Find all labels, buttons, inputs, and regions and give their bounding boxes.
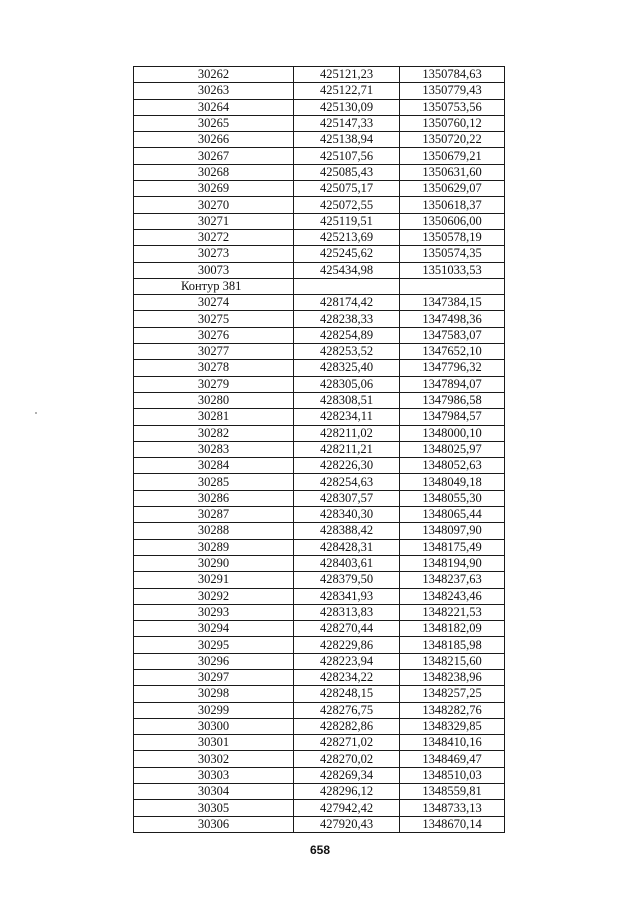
- table-row: [134, 115, 505, 131]
- y-coordinate-cell: 1347984,57: [400, 409, 505, 425]
- point-number-cell: 30290: [134, 555, 294, 571]
- table-row: [134, 604, 505, 620]
- section-label: Контур 381: [134, 278, 294, 294]
- coordinates-table: [133, 66, 505, 833]
- x-coordinate-cell: 428388,42: [294, 523, 400, 539]
- x-coordinate-cell: 428211,21: [294, 441, 400, 457]
- x-coordinate-cell: 428254,63: [294, 474, 400, 490]
- y-coordinate-cell: 1347894,07: [400, 376, 505, 392]
- table-row: [134, 669, 505, 685]
- point-number-cell: 30280: [134, 392, 294, 408]
- table-row: [134, 653, 505, 669]
- y-coordinate-cell: 1348238,96: [400, 669, 505, 685]
- x-coordinate-cell: 428270,02: [294, 751, 400, 767]
- point-number-cell: 30298: [134, 686, 294, 702]
- table-row: [134, 67, 505, 83]
- table-row: [134, 392, 505, 408]
- point-number-cell: 30275: [134, 311, 294, 327]
- x-coordinate-cell: 428325,40: [294, 360, 400, 376]
- x-coordinate-cell: 428341,93: [294, 588, 400, 604]
- point-number-cell: 30273: [134, 246, 294, 262]
- y-coordinate-cell: 1347583,07: [400, 327, 505, 343]
- table-row: [134, 767, 505, 783]
- point-number-cell: 30268: [134, 164, 294, 180]
- y-coordinate-cell: 1348733,13: [400, 800, 505, 816]
- x-coordinate-cell: 428296,12: [294, 784, 400, 800]
- y-coordinate-cell: 1347986,58: [400, 392, 505, 408]
- point-number-cell: 30295: [134, 637, 294, 653]
- table-row: [134, 83, 505, 99]
- point-number-cell: 30277: [134, 344, 294, 360]
- x-coordinate-cell: 425122,71: [294, 83, 400, 99]
- table-row: [134, 588, 505, 604]
- y-coordinate-cell: 1350784,63: [400, 67, 505, 83]
- x-coordinate-cell: 428282,86: [294, 718, 400, 734]
- y-coordinate-cell: 1348237,63: [400, 572, 505, 588]
- table-row: [134, 376, 505, 392]
- x-coordinate-cell: 428276,75: [294, 702, 400, 718]
- table-row: [134, 637, 505, 653]
- point-number-cell: 30279: [134, 376, 294, 392]
- point-number-cell: 30302: [134, 751, 294, 767]
- table-row: [134, 555, 505, 571]
- y-coordinate-cell: 1348182,09: [400, 621, 505, 637]
- table-row: [134, 360, 505, 376]
- table-row: [134, 735, 505, 751]
- point-number-cell: 30291: [134, 572, 294, 588]
- y-coordinate-cell: 1347796,32: [400, 360, 505, 376]
- point-number-cell: 30274: [134, 295, 294, 311]
- table-row: [134, 197, 505, 213]
- point-number-cell: 30288: [134, 523, 294, 539]
- x-coordinate-cell: 428269,34: [294, 767, 400, 783]
- x-coordinate-cell: 425121,23: [294, 67, 400, 83]
- table-row: [134, 148, 505, 164]
- x-coordinate-cell: 428307,57: [294, 490, 400, 506]
- x-coordinate-cell: 428270,44: [294, 621, 400, 637]
- y-coordinate-cell: 1348329,85: [400, 718, 505, 734]
- table-row: [134, 229, 505, 245]
- table-row: [134, 751, 505, 767]
- table-row: [134, 295, 505, 311]
- point-number-cell: 30305: [134, 800, 294, 816]
- x-coordinate-cell: 428234,22: [294, 669, 400, 685]
- y-coordinate-cell: 1348065,44: [400, 507, 505, 523]
- point-number-cell: 30271: [134, 213, 294, 229]
- point-number-cell: 30300: [134, 718, 294, 734]
- x-coordinate-cell: 425107,56: [294, 148, 400, 164]
- table-row: [134, 441, 505, 457]
- y-coordinate-cell: 1348243,46: [400, 588, 505, 604]
- y-coordinate-cell: 1350578,19: [400, 229, 505, 245]
- x-coordinate-cell: 428305,06: [294, 376, 400, 392]
- y-coordinate-cell: 1350760,12: [400, 115, 505, 131]
- point-number-cell: 30073: [134, 262, 294, 278]
- y-coordinate-cell: 1348257,25: [400, 686, 505, 702]
- point-number-cell: 30292: [134, 588, 294, 604]
- point-number-cell: 30270: [134, 197, 294, 213]
- section-row: [134, 278, 505, 294]
- table-row: [134, 246, 505, 262]
- table-row: [134, 490, 505, 506]
- y-coordinate-cell: 1350720,22: [400, 132, 505, 148]
- x-coordinate-cell: 428403,61: [294, 555, 400, 571]
- table-row: [134, 686, 505, 702]
- point-number-cell: 30284: [134, 458, 294, 474]
- y-coordinate-cell: 1351033,53: [400, 262, 505, 278]
- y-coordinate-cell: 1348049,18: [400, 474, 505, 490]
- point-number-cell: 30289: [134, 539, 294, 555]
- x-coordinate-cell: 425130,09: [294, 99, 400, 115]
- y-coordinate-cell: 1348055,30: [400, 490, 505, 506]
- point-number-cell: 30283: [134, 441, 294, 457]
- table-row: [134, 99, 505, 115]
- page-number: 658: [309, 843, 331, 857]
- x-coordinate-cell: 425072,55: [294, 197, 400, 213]
- x-coordinate-cell: 428174,42: [294, 295, 400, 311]
- point-number-cell: 30299: [134, 702, 294, 718]
- y-coordinate-cell: 1348185,98: [400, 637, 505, 653]
- y-coordinate-cell: 1350631,60: [400, 164, 505, 180]
- y-coordinate-cell: 1348410,16: [400, 735, 505, 751]
- y-coordinate-cell: 1348559,81: [400, 784, 505, 800]
- y-coordinate-cell: 1347652,10: [400, 344, 505, 360]
- point-number-cell: 30306: [134, 816, 294, 832]
- table-row: [134, 784, 505, 800]
- empty-cell: [294, 278, 400, 294]
- point-number-cell: 30262: [134, 67, 294, 83]
- table-row: [134, 718, 505, 734]
- table-row: [134, 507, 505, 523]
- point-number-cell: 30278: [134, 360, 294, 376]
- table-row: [134, 409, 505, 425]
- x-coordinate-cell: 425147,33: [294, 115, 400, 131]
- table-row: [134, 311, 505, 327]
- y-coordinate-cell: 1350679,21: [400, 148, 505, 164]
- point-number-cell: 30301: [134, 735, 294, 751]
- point-number-cell: 30266: [134, 132, 294, 148]
- coordinates-table-body: [134, 67, 505, 833]
- x-coordinate-cell: 428248,15: [294, 686, 400, 702]
- point-number-cell: 30263: [134, 83, 294, 99]
- x-coordinate-cell: 428211,02: [294, 425, 400, 441]
- x-coordinate-cell: 425075,17: [294, 181, 400, 197]
- x-coordinate-cell: 428234,11: [294, 409, 400, 425]
- y-coordinate-cell: 1350606,00: [400, 213, 505, 229]
- point-number-cell: 30282: [134, 425, 294, 441]
- point-number-cell: 30285: [134, 474, 294, 490]
- table-row: [134, 425, 505, 441]
- x-coordinate-cell: 428223,94: [294, 653, 400, 669]
- table-row: [134, 164, 505, 180]
- x-coordinate-cell: 425119,51: [294, 213, 400, 229]
- x-coordinate-cell: 428271,02: [294, 735, 400, 751]
- y-coordinate-cell: 1348000,10: [400, 425, 505, 441]
- scan-speck: [35, 412, 37, 414]
- x-coordinate-cell: 425138,94: [294, 132, 400, 148]
- y-coordinate-cell: 1348052,63: [400, 458, 505, 474]
- y-coordinate-cell: 1350753,56: [400, 99, 505, 115]
- x-coordinate-cell: 428229,86: [294, 637, 400, 653]
- table-row: [134, 572, 505, 588]
- y-coordinate-cell: 1348282,76: [400, 702, 505, 718]
- table-row: [134, 539, 505, 555]
- table-row: [134, 344, 505, 360]
- x-coordinate-cell: 428308,51: [294, 392, 400, 408]
- x-coordinate-cell: 428340,30: [294, 507, 400, 523]
- point-number-cell: 30287: [134, 507, 294, 523]
- y-coordinate-cell: 1348221,53: [400, 604, 505, 620]
- point-number-cell: 30296: [134, 653, 294, 669]
- y-coordinate-cell: 1350574,35: [400, 246, 505, 262]
- x-coordinate-cell: 428379,50: [294, 572, 400, 588]
- y-coordinate-cell: 1348510,03: [400, 767, 505, 783]
- table-row: [134, 213, 505, 229]
- point-number-cell: 30265: [134, 115, 294, 131]
- x-coordinate-cell: 428253,52: [294, 344, 400, 360]
- point-number-cell: 30293: [134, 604, 294, 620]
- x-coordinate-cell: 428226,30: [294, 458, 400, 474]
- y-coordinate-cell: 1350618,37: [400, 197, 505, 213]
- y-coordinate-cell: 1347384,15: [400, 295, 505, 311]
- y-coordinate-cell: 1347498,36: [400, 311, 505, 327]
- point-number-cell: 30264: [134, 99, 294, 115]
- y-coordinate-cell: 1348194,90: [400, 555, 505, 571]
- y-coordinate-cell: 1348469,47: [400, 751, 505, 767]
- point-number-cell: 30294: [134, 621, 294, 637]
- table-row: [134, 816, 505, 832]
- point-number-cell: 30286: [134, 490, 294, 506]
- point-number-cell: 30276: [134, 327, 294, 343]
- table-row: [134, 800, 505, 816]
- point-number-cell: 30297: [134, 669, 294, 685]
- table-row: [134, 262, 505, 278]
- table-row: [134, 702, 505, 718]
- x-coordinate-cell: 425213,69: [294, 229, 400, 245]
- y-coordinate-cell: 1348097,90: [400, 523, 505, 539]
- table-row: [134, 132, 505, 148]
- x-coordinate-cell: 428254,89: [294, 327, 400, 343]
- table-row: [134, 181, 505, 197]
- point-number-cell: 30267: [134, 148, 294, 164]
- table-row: [134, 523, 505, 539]
- y-coordinate-cell: 1348670,14: [400, 816, 505, 832]
- x-coordinate-cell: 427942,42: [294, 800, 400, 816]
- table-row: [134, 474, 505, 490]
- y-coordinate-cell: 1350629,07: [400, 181, 505, 197]
- y-coordinate-cell: 1348025,97: [400, 441, 505, 457]
- empty-cell: [400, 278, 505, 294]
- x-coordinate-cell: 425085,43: [294, 164, 400, 180]
- point-number-cell: 30303: [134, 767, 294, 783]
- table-row: [134, 327, 505, 343]
- point-number-cell: 30304: [134, 784, 294, 800]
- point-number-cell: 30269: [134, 181, 294, 197]
- table-row: [134, 621, 505, 637]
- x-coordinate-cell: 428313,83: [294, 604, 400, 620]
- x-coordinate-cell: 428238,33: [294, 311, 400, 327]
- point-number-cell: 30281: [134, 409, 294, 425]
- y-coordinate-cell: 1348175,49: [400, 539, 505, 555]
- x-coordinate-cell: 425434,98: [294, 262, 400, 278]
- x-coordinate-cell: 427920,43: [294, 816, 400, 832]
- x-coordinate-cell: 428428,31: [294, 539, 400, 555]
- y-coordinate-cell: 1350779,43: [400, 83, 505, 99]
- x-coordinate-cell: 425245,62: [294, 246, 400, 262]
- table-row: [134, 458, 505, 474]
- y-coordinate-cell: 1348215,60: [400, 653, 505, 669]
- point-number-cell: 30272: [134, 229, 294, 245]
